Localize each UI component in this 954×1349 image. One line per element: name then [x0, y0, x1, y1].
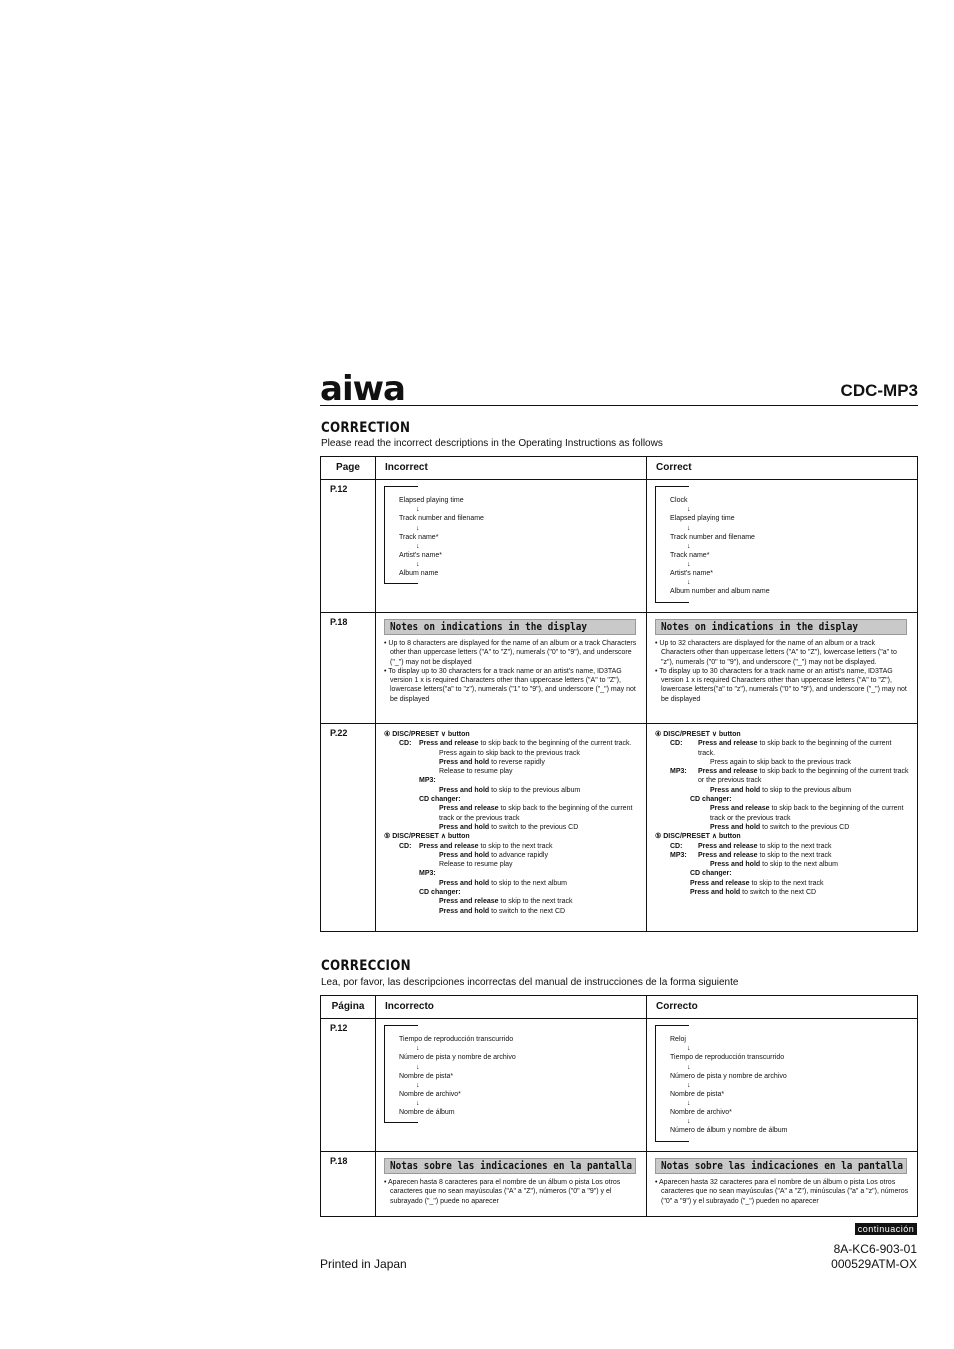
flow-item: Track name*	[670, 551, 710, 559]
incorrect-cell	[376, 1152, 647, 1217]
correction-intro: Please read the incorrect descriptions in the Operating Instructions as follows	[321, 438, 663, 449]
arrow-down-icon: ↓	[687, 561, 691, 569]
model-number: CDC-MP3	[840, 381, 918, 400]
document-code: 8A-KC6-903-01	[833, 1242, 917, 1256]
flow-item: Track name*	[399, 533, 439, 541]
flow-item: Album number and album name	[670, 588, 770, 596]
arrow-down-icon: ↓	[687, 1045, 691, 1053]
arrow-down-icon: ↓	[416, 506, 420, 514]
flow-item: Elapsed playing time	[670, 515, 735, 523]
flow-item: Número de pista y nombre de archivo	[399, 1054, 516, 1062]
flow-item: Número de pista y nombre de archivo	[670, 1072, 787, 1080]
table-header-row	[321, 457, 918, 480]
arrow-down-icon: ↓	[687, 1081, 691, 1089]
printed-in: Printed in Japan	[320, 1257, 407, 1271]
correccion-title: CORRECCION	[321, 958, 411, 974]
table-row-p22	[321, 724, 918, 932]
arrow-down-icon: ↓	[687, 1063, 691, 1071]
continuation-badge: continuación	[855, 1223, 917, 1235]
button-description: ④ DISC/PRESET ∨ button CD: Press and release to skip back to the beginning of the current track. Press again to skip back to the previous track Press and hold to reverse rapidly Release to resume play MP3: Press and hold to skip to the previous album CD changer: Press and release to skip back to the beginning of the current track or the previous track Press and hold to switch to the previous CD ⑤ DISC/PRESET ∧ button CD: Press and release to skip to the next track Press and hold to advance rapidly Release to resume play MP3: Press and hold to skip to the next album CD changer: Press and release to skip to the next track Press and hold to switch to the next CD	[384, 731, 633, 915]
incorrect-cell	[376, 613, 647, 724]
page-number: P.22	[321, 724, 376, 932]
arrow-down-icon: ↓	[687, 524, 691, 532]
arrow-down-icon: ↓	[687, 1118, 691, 1126]
arrow-down-icon: ↓	[416, 524, 420, 532]
flow-item: Track number and filename	[399, 515, 484, 523]
correct-cell	[647, 1019, 918, 1152]
col-incorrect: Incorrect	[376, 457, 647, 480]
table-row-p18	[321, 613, 918, 724]
notes-heading: Notas sobre las indicaciones en la pantalla	[655, 1158, 907, 1174]
correct-cell	[647, 1152, 918, 1217]
flow-item: Clock	[670, 497, 688, 504]
notes-text: • Aparecen hasta 8 caracteres para el nombre de un álbum o pista Los otros caracteres que no sean mayúsculas ("A" a "Z"), números ("0" a "9") y el subrayado ("_") puede no aparecer	[384, 1179, 621, 1205]
correccion-intro: Lea, por favor, las descripciones incorrectas del manual de instrucciones de la forma siguiente	[321, 977, 739, 988]
col-page: Page	[321, 457, 376, 480]
aiwa-logo: aiwa	[320, 369, 405, 409]
arrow-down-icon: ↓	[416, 1081, 420, 1089]
flow-item: Nombre de pista*	[399, 1072, 454, 1080]
notes-text: • Up to 32 characters are displayed for the name of an album or a track Characters other than uppercase letters ("A" to "Z"), lowercase letters ("a" to "z"), numerals ("0" to "9"), and underscore ("_") may not be displayed. • To display up to 30 characters for a track name or an artist's name, ID3TAG version 1 x is required Characters other than uppercase letters ("A" to "Z"), lowercase letters("a" to "z"), numerals ("0" to "9"), and underscore ("_") may not be displayed	[655, 640, 907, 703]
table-row-p12	[321, 1019, 918, 1152]
arrow-down-icon: ↓	[687, 1100, 691, 1108]
flow-item: Tiempo de reproducción transcurrido	[399, 1036, 514, 1043]
page-number: P.18	[321, 613, 376, 724]
arrow-down-icon: ↓	[416, 542, 420, 550]
flow-item: Track number and filename	[670, 533, 755, 541]
col-page: Página	[321, 996, 376, 1019]
correct-cell	[647, 480, 918, 613]
table-row-p18	[321, 1152, 918, 1217]
page-number: P.12	[321, 480, 376, 613]
col-correct: Correcto	[647, 996, 918, 1019]
correct-cell	[647, 613, 918, 724]
incorrect-cell	[376, 724, 647, 932]
table-row-p12	[321, 480, 918, 613]
flow-item: Número de álbum y nombre de álbum	[670, 1127, 788, 1135]
display-flow-correct	[655, 1025, 870, 1142]
document-code-2: 000529ATM-OX	[831, 1257, 917, 1271]
arrow-down-icon: ↓	[687, 542, 691, 550]
arrow-down-icon: ↓	[416, 561, 420, 569]
display-flow-incorrect	[384, 486, 599, 584]
flow-item: Elapsed playing time	[399, 497, 464, 504]
arrow-down-icon: ↓	[416, 1100, 420, 1108]
table-header-row	[321, 996, 918, 1019]
flow-item: Nombre de pista*	[670, 1090, 725, 1098]
col-incorrect: Incorrecto	[376, 996, 647, 1019]
incorrect-cell	[376, 480, 647, 613]
display-flow-incorrect	[384, 1025, 599, 1123]
display-flow-correct	[655, 486, 870, 603]
page-number: P.18	[321, 1152, 376, 1217]
notes-heading: Notes on indications in the display	[384, 619, 636, 635]
notes-text: • Up to 8 characters are displayed for the name of an album or a track Characters other than uppercase letters ("A" to "Z"), numerals ("0" to "9"), and underscore ("_") may not be displayed • To display up to 30 characters for a track name or an artist's name, ID3TAG version 1 x is required Characters other than uppercase letters ("A" to "Z"), lowercase letters("a" to "z"), numerals ("1" to "9"), and underscore ("_") may not be displayed	[384, 640, 637, 703]
correction-table	[320, 456, 918, 932]
arrow-down-icon: ↓	[416, 1045, 420, 1053]
flow-item: Nombre de archivo*	[399, 1090, 461, 1098]
flow-item: Album name	[399, 570, 439, 578]
flow-item: Artist's name*	[399, 551, 442, 559]
flow-item: Tiempo de reproducción transcurrido	[670, 1054, 785, 1062]
notes-text: • Aparecen hasta 32 caracteres para el nombre de un álbum o pista Los otros caracteres que no sean mayúsculas ("A" a "Z"), minúsculas ("a" a "z"), números ("0" a "9") y el subrayado ("_") pueden no aparecer	[655, 1179, 909, 1205]
correction-title: CORRECTION	[321, 420, 411, 436]
notes-heading: Notas sobre las indicaciones en la pantalla	[384, 1158, 636, 1174]
incorrect-cell	[376, 1019, 647, 1152]
correct-cell	[647, 724, 918, 932]
flow-item: Artist's name*	[670, 570, 713, 578]
arrow-down-icon: ↓	[687, 579, 691, 587]
flow-item: Nombre de archivo*	[670, 1109, 732, 1117]
correccion-table	[320, 995, 918, 1217]
flow-item: Reloj	[670, 1036, 686, 1043]
notes-heading: Notes on indications in the display	[655, 619, 907, 635]
page-number: P.12	[321, 1019, 376, 1152]
arrow-down-icon: ↓	[416, 1063, 420, 1071]
col-correct: Correct	[647, 457, 918, 480]
flow-item: Nombre de álbum	[399, 1109, 455, 1117]
header-rule	[320, 405, 918, 406]
button-description: ④ DISC/PRESET ∨ button CD: Press and release to skip back to the beginning of the current track. Press again to skip back to the previous track MP3: Press and release to skip back to the beginning of the current track or the previous track Press and hold to skip to the previous album CD changer: Press and release to skip back to the beginning of the current track or the previous track Press and hold to switch to the previous CD ⑤ DISC/PRESET ∧ button CD: Press and release to skip to the next track MP3: Press and release to skip to the next track Press and hold to skip to the next album CD changer: Press and release to skip to the next track Press and hold to switch to the next CD	[655, 731, 909, 897]
arrow-down-icon: ↓	[687, 506, 691, 514]
